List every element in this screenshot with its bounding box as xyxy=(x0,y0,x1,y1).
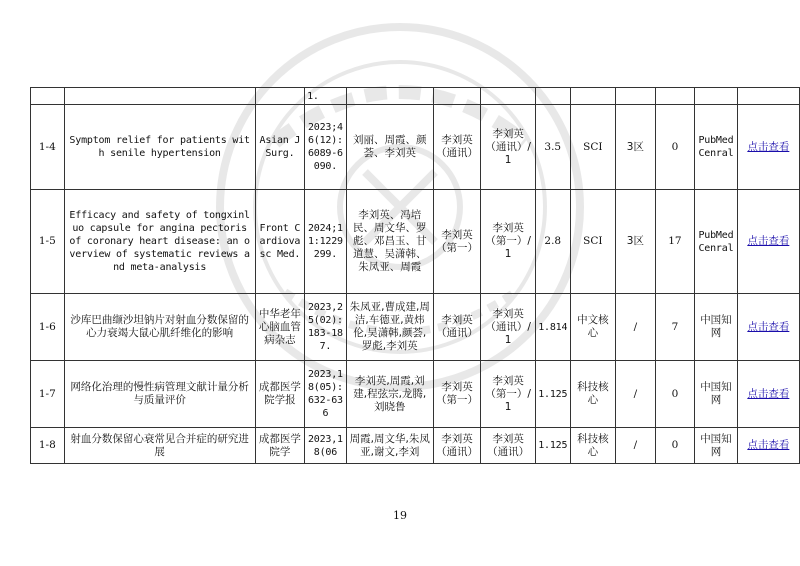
cell-journal: 中华老年心脑血管病杂志 xyxy=(255,294,304,361)
cell-title xyxy=(64,88,255,105)
cell-title: 网络化治理的慢性病管理文献计量分析与质量评价 xyxy=(64,361,255,428)
cell-journal: Front Cardiovasc Med. xyxy=(255,190,304,294)
table-row xyxy=(31,361,800,428)
cell-title: 沙库巴曲缬沙坦钠片对射血分数保留的心力衰竭大鼠心肌纤维化的影响 xyxy=(64,294,255,361)
cell-journal xyxy=(255,88,304,105)
cell-pub: 2023;46(12):6089-6090. xyxy=(305,105,347,190)
cell-corr: 李刘英（第一）/1 xyxy=(481,190,536,294)
cell-cites xyxy=(655,88,695,105)
cell-cites: 0 xyxy=(655,105,695,190)
cell-pub: 2023,25(02):183-187. xyxy=(305,294,347,361)
page-number: 19 xyxy=(393,509,407,522)
cell-if: 3.5 xyxy=(535,105,570,190)
view-link[interactable]: 点击查看 xyxy=(747,235,790,247)
cell-first: 李刘英（通讯） xyxy=(433,294,481,361)
cell-type: 中文核心 xyxy=(570,294,615,361)
table-body xyxy=(31,88,800,464)
cell-first: 李刘英（通讯） xyxy=(433,105,481,190)
view-link[interactable]: 点击查看 xyxy=(747,140,790,153)
cell-zone: 3区 xyxy=(616,105,656,190)
cell-db: PubMed Cenral xyxy=(695,105,738,190)
cell-pub: 2023,18(05):632-636 xyxy=(305,361,347,428)
cell-cites: 7 xyxy=(655,294,695,361)
cell-authors: 朱凤亚,曹成建,周洁,车德亚,黄炜伦,吴潇韩,颜荟,罗彪,李刘英 xyxy=(346,294,433,361)
cell-if: 1.125 xyxy=(535,428,570,464)
cell-first: 李刘英（第一） xyxy=(433,361,481,428)
cell-db: 中国知网 xyxy=(695,294,738,361)
cell-title: Efficacy and safety of tongxinluo capsule for angina pectoris of coronary heart disease: an overview of systematic reviews and meta-analysis xyxy=(64,190,255,294)
cell-db xyxy=(695,88,738,105)
view-link[interactable]: 点击查看 xyxy=(747,320,790,333)
table-row xyxy=(31,190,800,294)
cell-journal: Asian J Surg. xyxy=(255,105,304,190)
cell-type: SCI xyxy=(570,190,615,294)
cell-corr xyxy=(481,88,536,105)
cell-first: 李刘英（第一） xyxy=(433,190,481,294)
cell-no: 1-7 xyxy=(31,361,65,428)
cell-no: 1-8 xyxy=(31,428,65,464)
cell-type xyxy=(570,88,615,105)
cell-pub: 1. xyxy=(305,88,347,105)
cell-corr: 李刘英（第一）/1 xyxy=(481,361,536,428)
cell-journal: 成都医学院学 xyxy=(255,428,304,464)
cell-authors: 刘丽、周霞、颜荟、李刘英 xyxy=(346,105,433,190)
cell-authors: 李刘英、冯培民、周文华、罗彪、邓昌玉、甘道慧、吴潇韩、朱凤亚、周霞 xyxy=(346,190,433,294)
cell-first xyxy=(433,88,481,105)
cell-link xyxy=(737,88,799,105)
cell-authors: 李刘英,周霞,刘建,程弦宗,龙腾,刘晓鲁 xyxy=(346,361,433,428)
table-row xyxy=(31,88,800,105)
cell-db: PubMed Cenral xyxy=(695,190,738,294)
table-row xyxy=(31,428,800,464)
cell-if: 1.814 xyxy=(535,294,570,361)
view-link[interactable]: 点击查看 xyxy=(747,439,790,451)
cell-journal: 成都医学院学报 xyxy=(255,361,304,428)
cell-pub: 2023,18(06 xyxy=(305,428,347,464)
cell-zone: 3区 xyxy=(616,190,656,294)
cell-corr: 李刘英（通讯）/1 xyxy=(481,294,536,361)
cell-db: 中国知网 xyxy=(695,428,738,464)
cell-zone: / xyxy=(616,294,656,361)
cell-no: 1-6 xyxy=(31,294,65,361)
table-row xyxy=(31,294,800,361)
cell-no xyxy=(31,88,65,105)
cell-type: 科技核心 xyxy=(570,361,615,428)
table-row xyxy=(31,105,800,190)
cell-title: Symptom relief for patients with senile hypertension xyxy=(64,105,255,190)
cell-if: 1.125 xyxy=(535,361,570,428)
cell-no: 1-4 xyxy=(31,105,65,190)
cell-pub: 2024;11:1229299. xyxy=(305,190,347,294)
cell-type: SCI xyxy=(570,105,615,190)
cell-if xyxy=(535,88,570,105)
cell-authors xyxy=(346,88,433,105)
cell-corr: 李刘英（通讯） xyxy=(481,428,536,464)
cell-no: 1-5 xyxy=(31,190,65,294)
view-link[interactable]: 点击查看 xyxy=(747,387,790,400)
cell-cites: 0 xyxy=(655,361,695,428)
cell-if: 2.8 xyxy=(535,190,570,294)
cell-type: 科技核心 xyxy=(570,428,615,464)
cell-title: 射血分数保留心衰常见合并症的研究进展 xyxy=(64,428,255,464)
cell-cites: 0 xyxy=(655,428,695,464)
cell-zone: / xyxy=(616,428,656,464)
cell-first: 李刘英（通讯） xyxy=(433,428,481,464)
cell-zone xyxy=(616,88,656,105)
cell-cites: 17 xyxy=(655,190,695,294)
cell-zone: / xyxy=(616,361,656,428)
cell-db: 中国知网 xyxy=(695,361,738,428)
cell-corr: 李刘英（通讯）/1 xyxy=(481,105,536,190)
publication-table xyxy=(30,87,800,464)
cell-authors: 周霞,周文华,朱凤亚,谢文,李刘 xyxy=(346,428,433,464)
